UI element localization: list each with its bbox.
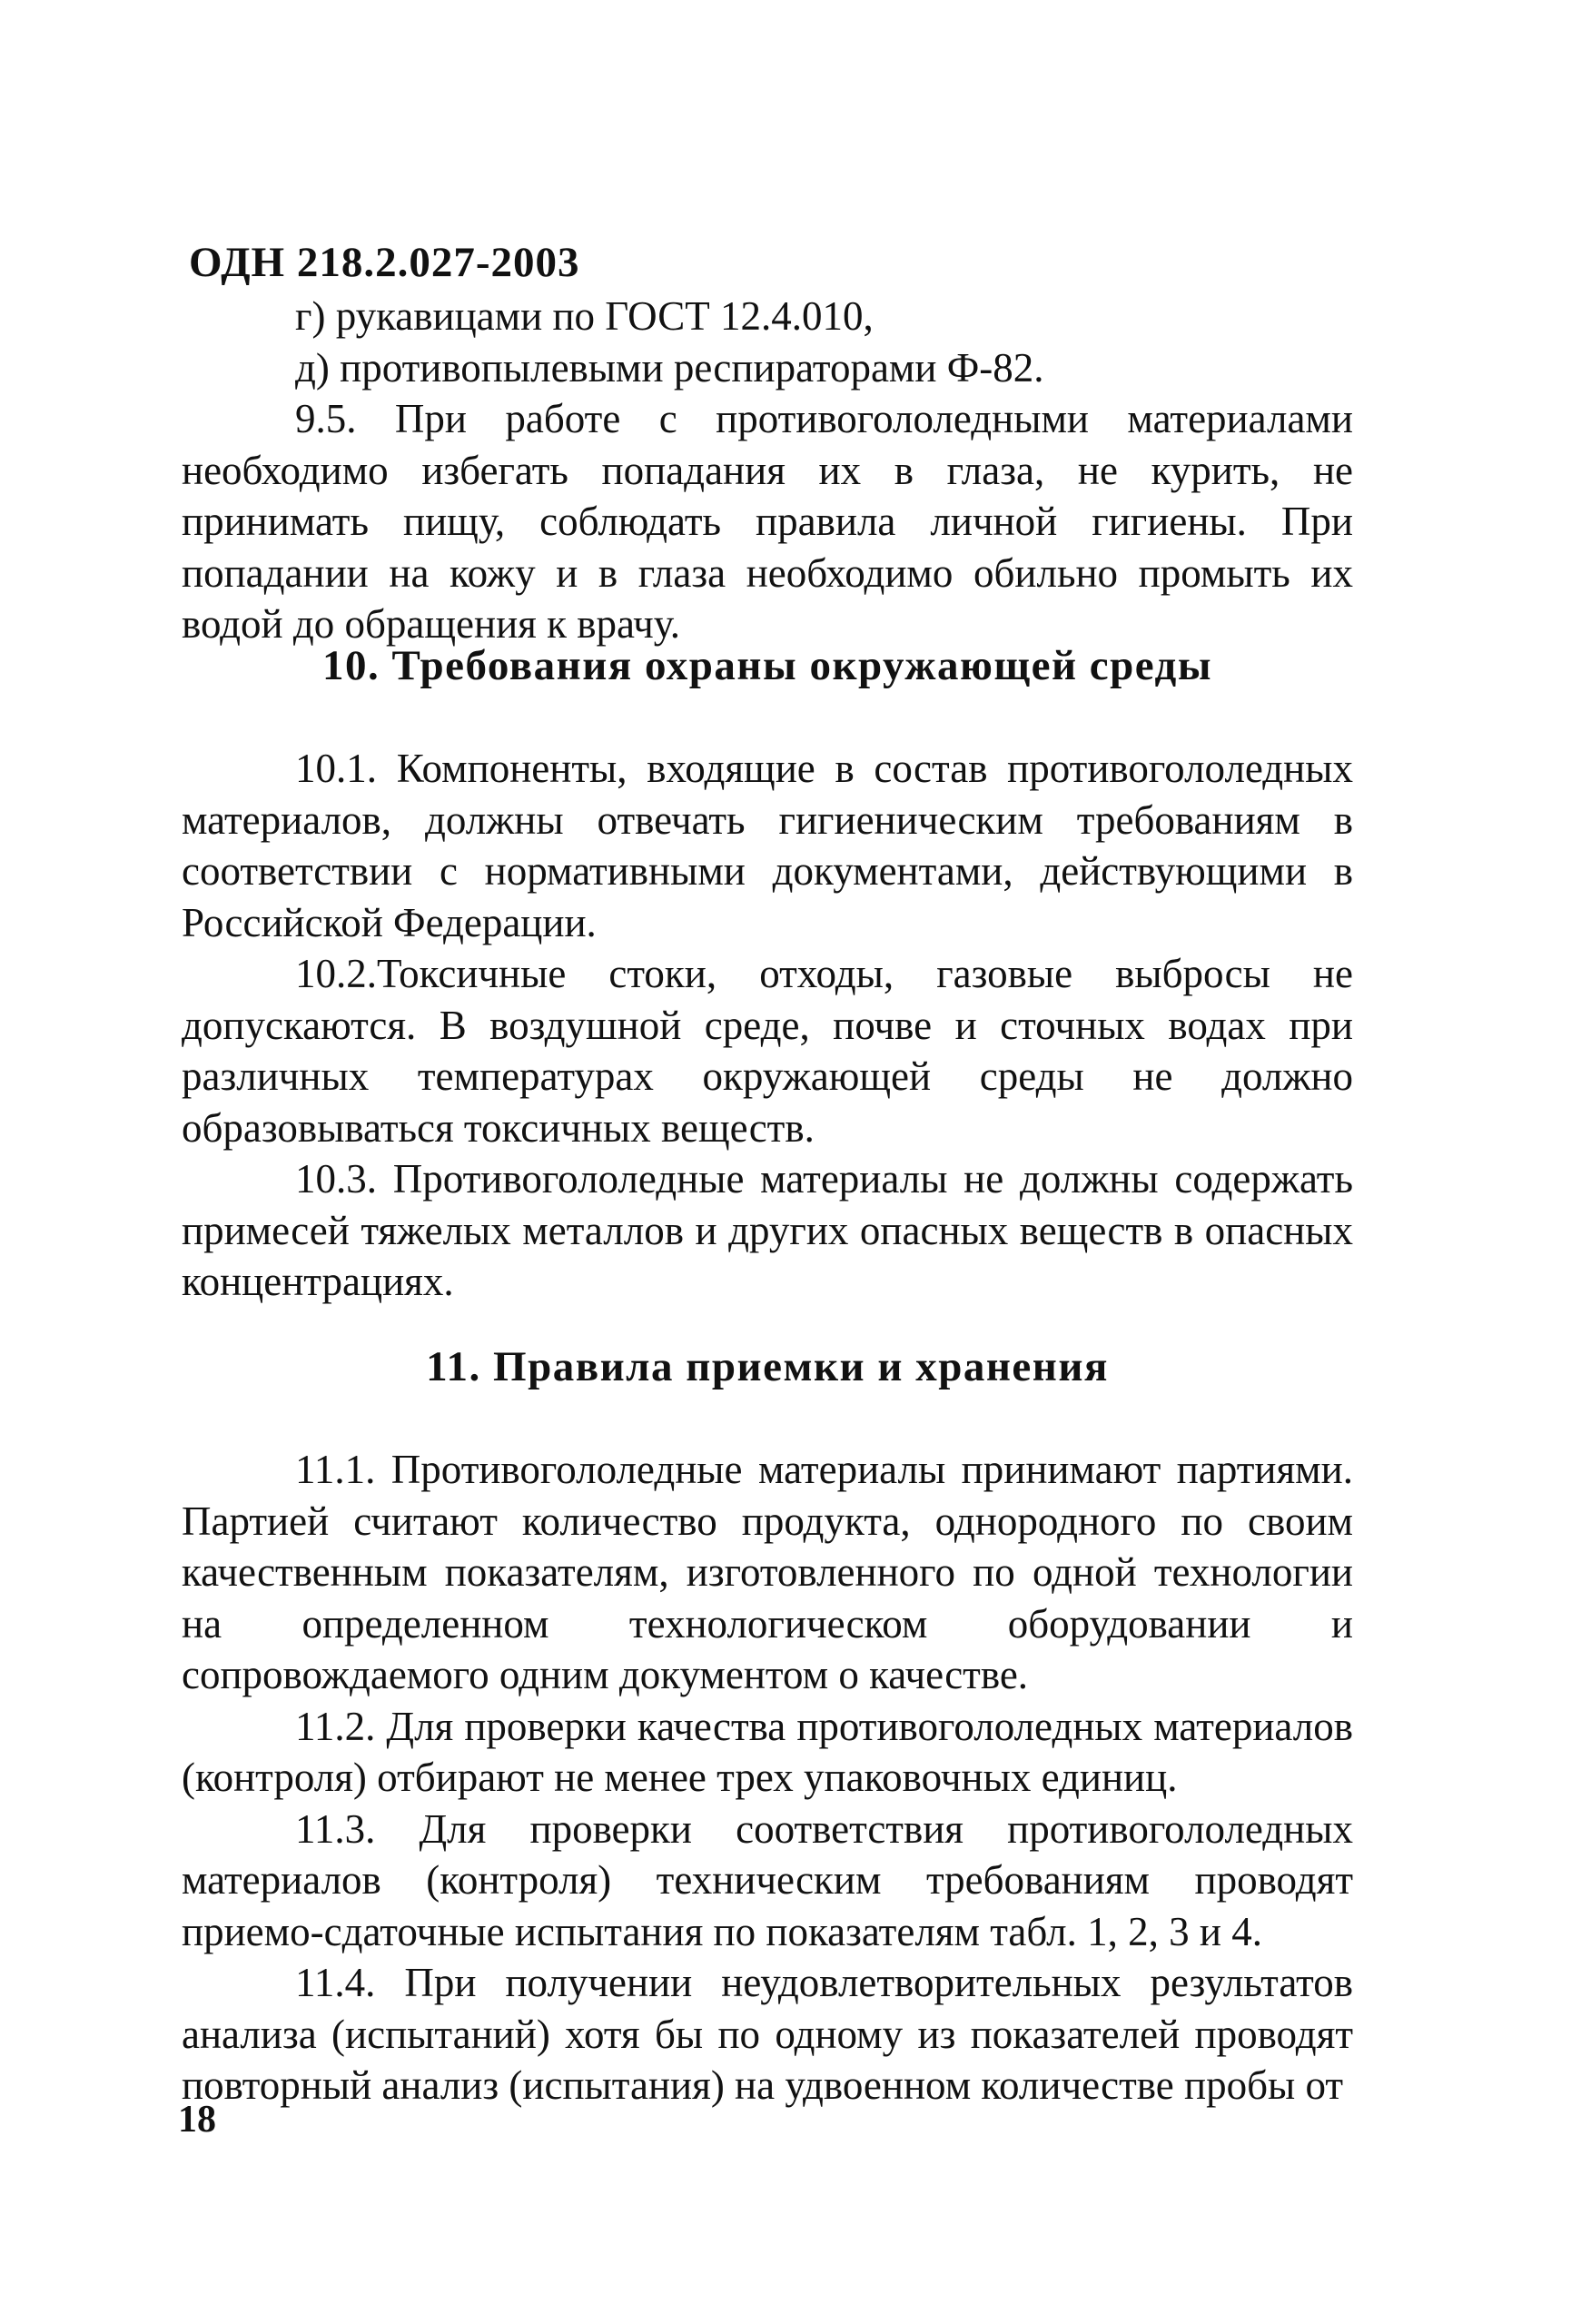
section-11-title: 11. Правила приемки и хранения xyxy=(426,1343,1109,1390)
page-number: 18 xyxy=(178,2099,216,2141)
paragraph-9-5: 9.5. При работе с противогололедными материалами необходимо избегать попадания их в глаза, не курить, не принимать пищу, соблюдать правила личной гигиены. При попадании на кожу и в глаза необходимо обильно промыть их водой до обращения к врачу. xyxy=(182,396,1353,647)
paragraph-11-2: 11.2. Для проверки качества противогололедных материалов (контроля) отбирают не менее трех упаковочных единиц. xyxy=(182,1703,1353,1800)
section-11-body xyxy=(182,1444,1353,2111)
paragraph-11-3: 11.3. Для проверки соответствия противогололедных материалов (контроля) техническим требованиям проводят приемо-сдаточные испытания по показателям табл. 1, 2, 3 и 4. xyxy=(182,1805,1353,1954)
paragraph-11-4: 11.4. При получении неудовлетворительных результатов анализа (испытаний) хотя бы по одному из показателей проводят повторный анализ (испытания) на удвоенном количестве пробы от xyxy=(182,1960,1353,2108)
section-10-body xyxy=(182,743,1353,1308)
document-code-header: ОДН 218.2.027-2003 xyxy=(189,239,580,286)
paragraph-11-1: 11.1. Противогололедные материалы принимают партиями. Партией считают количество продукта, однородного по своим качественным показателям, изготовленного по одной технологии на определенном технологическом оборудовании и сопровождаемого одним документом о качестве. xyxy=(182,1447,1353,1697)
list-item-gloves: г) рукавицами по ГОСТ 12.4.010, xyxy=(295,293,874,339)
paragraph-10-3: 10.3. Противогололедные материалы не должны содержать примесей тяжелых металлов и других опасных веществ в опасных концентрациях. xyxy=(182,1156,1353,1304)
safety-equipment-block xyxy=(182,291,1353,650)
paragraph-10-1: 10.1. Компоненты, входящие в состав противогололедных материалов, должны отвечать гигиеническим требованиям в соответствии с нормативными документами, действующими в Российской Федерации. xyxy=(182,746,1353,945)
paragraph-10-2: 10.2.Токсичные стоки, отходы, газовые выбросы не допускаются. В воздушной среде, почве и сточных водах при различных температурах окружающей среды не должно образовываться токсичных веществ. xyxy=(182,951,1353,1151)
list-item-respirators: д) противопылевыми респираторами Ф-82. xyxy=(295,344,1044,391)
section-10-title: 10. Требования охраны окружающей среды xyxy=(321,642,1213,689)
